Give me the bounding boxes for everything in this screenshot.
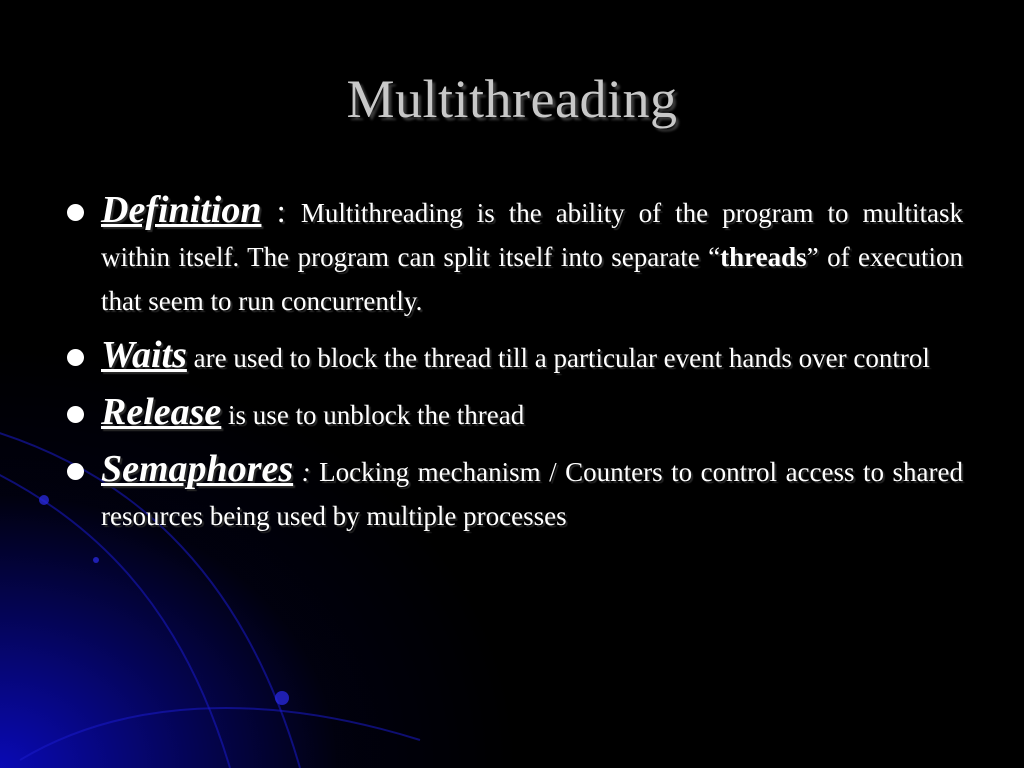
waits-text: are used to block the thread till a particular event hands over control (186, 343, 930, 373)
bullet-dot (67, 463, 84, 480)
definition-bold-threads: threads (720, 242, 807, 272)
decor-arc-3 (20, 708, 420, 760)
bullet-release (63, 390, 963, 437)
semaphores-separator: : (293, 457, 320, 487)
bullet-dot (67, 349, 84, 366)
term-semaphores: Semaphores (101, 448, 294, 490)
bullet-dot (67, 406, 84, 423)
bullet-list (63, 188, 963, 538)
definition-text-after: ” of execution that seem to run concurrently. (101, 242, 963, 316)
decor-dot-3 (93, 557, 99, 563)
term-waits: Waits (101, 334, 187, 376)
definition-separator: : (261, 193, 301, 229)
semaphores-text: Locking mechanism / Counters to control access to shared resources being used by multiple processes (101, 457, 963, 531)
term-release: Release (101, 391, 222, 433)
decor-dot-2 (275, 691, 289, 705)
definition-text-before: Multithreading is the ability of the program to multitask within itself. The program can split itself into separate “ (101, 198, 964, 272)
slide-title: Multithreading (346, 69, 678, 129)
term-definition: Definition (101, 189, 262, 231)
bullet-waits (63, 333, 963, 380)
release-text: is use to unblock the thread (221, 400, 525, 430)
bullet-semaphores (63, 447, 963, 538)
bullet-dot (67, 204, 84, 221)
decor-dot-1 (39, 495, 49, 505)
bullet-definition (63, 188, 963, 323)
